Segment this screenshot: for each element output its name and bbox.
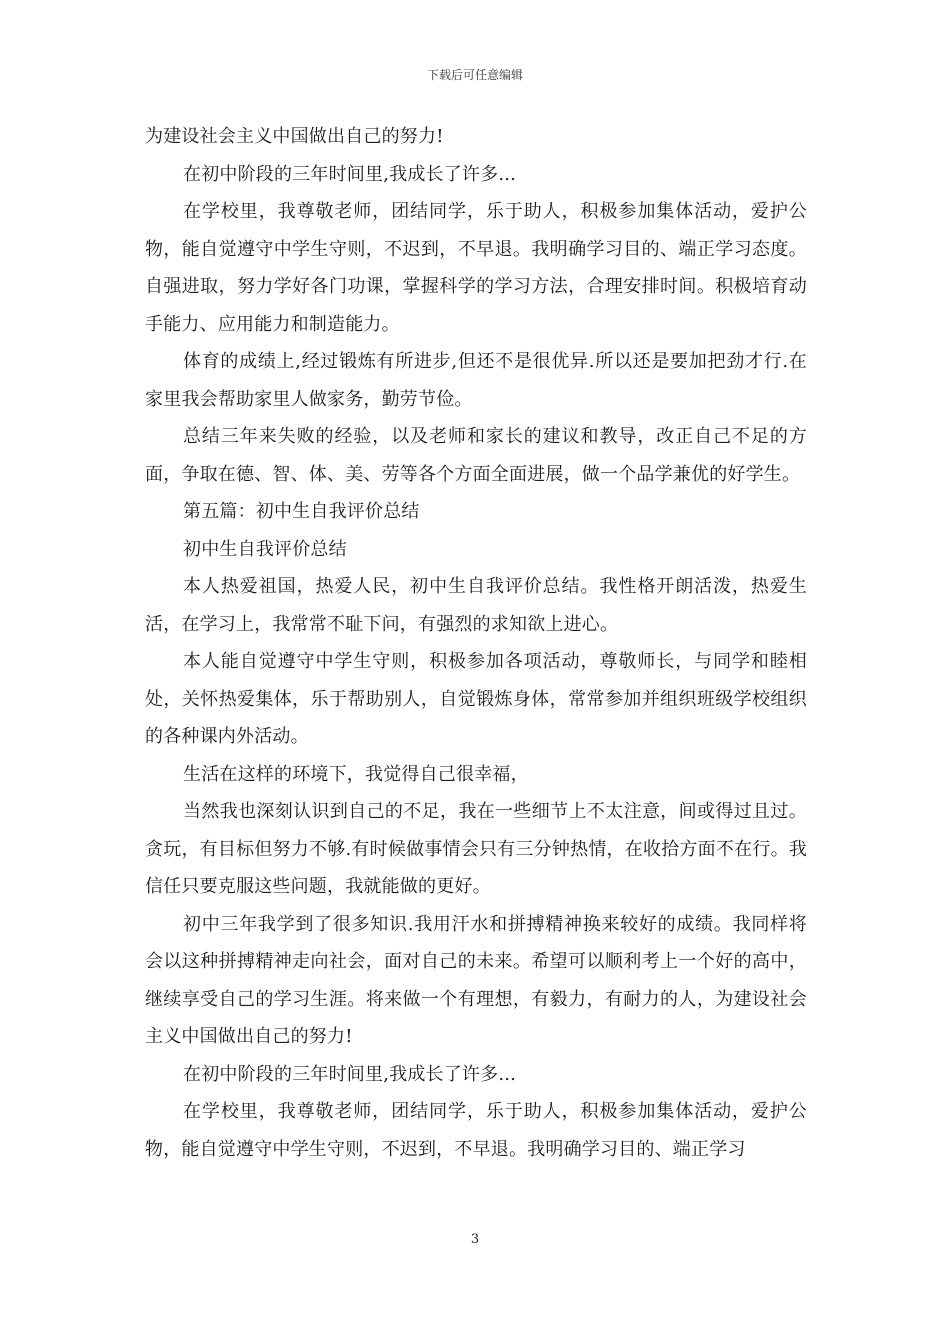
- section-heading: 第五篇：初中生自我评价总结: [183, 501, 420, 522]
- paragraph: 在学校里，我尊敬老师，团结同学，乐于助人，积极参加集体活动，爱护公物，能自觉遵守中学生守则，不迟到，不早退。我明确学习目的、端正学习态度。自强进取，努力学好各门功课，掌握科学的学习方法，合理安排时间。积极培育动手能力、应用能力和制造能力。: [145, 201, 807, 335]
- paragraph: 本人能自觉遵守中学生守则，积极参加各项活动，尊敬师长，与同学和睦相处，关怀热爱集体，乐于帮助别人，自觉锻炼身体，常常参加并组织班级学校组织的各种课内外活动。: [145, 651, 807, 747]
- document-body: [145, 118, 807, 1168]
- paragraph: 总结三年来失败的经验，以及老师和家长的建议和教导，改正自己不足的方面，争取在德、智、体、美、劳等各个方面全面进展，做一个品学兼优的好学生。: [145, 426, 807, 485]
- page-header: 下载后可任意编辑: [426, 68, 523, 82]
- paragraph: 在初中阶段的三年时间里,我成长了许多...: [183, 163, 517, 185]
- paragraph: 为建设社会主义中国做出自己的努力!: [145, 126, 444, 147]
- paragraph: 生活在这样的环境下，我觉得自己很幸福，: [183, 763, 529, 785]
- paragraph: 本人热爱祖国，热爱人民，初中生自我评价总结。我性格开朗活泼，热爱生活，在学习上，我常常不耻下问，有强烈的求知欲上进心。: [145, 576, 807, 635]
- paragraph: 在初中阶段的三年时间里,我成长了许多...: [183, 1063, 517, 1085]
- paragraph: 初中三年我学到了很多知识.我用汗水和拼搏精神换来较好的成绩。我同样将会以这种拼搏精神走向社会，面对自己的未来。希望可以顺利考上一个好的高中，继续享受自己的学习生涯。将来做一个有理想，有毅力，有耐力的人，为建设社会主义中国做出自己的努力!: [145, 913, 807, 1047]
- page-number: 3: [470, 1232, 480, 1247]
- paragraph: 在学校里，我尊敬老师，团结同学，乐于助人，积极参加集体活动，爱护公物，能自觉遵守中学生守则，不迟到，不早退。我明确学习目的、端正学习: [145, 1101, 807, 1160]
- paragraph: 体育的成绩上,经过锻炼有所进步,但还不是很优异.所以还是要加把劲才行.在家里我会帮助家里人做家务，勤劳节俭。: [145, 351, 807, 410]
- paragraph: 当然我也深刻认识到自己的不足，我在一些细节上不太注意，间或得过且过。贪玩，有目标但努力不够.有时候做事情会只有三分钟热情，在收拾方面不在行。我信任只要克服这些问题，我就能做的更好。: [145, 801, 807, 897]
- section-title: 初中生自我评价总结: [183, 538, 347, 560]
